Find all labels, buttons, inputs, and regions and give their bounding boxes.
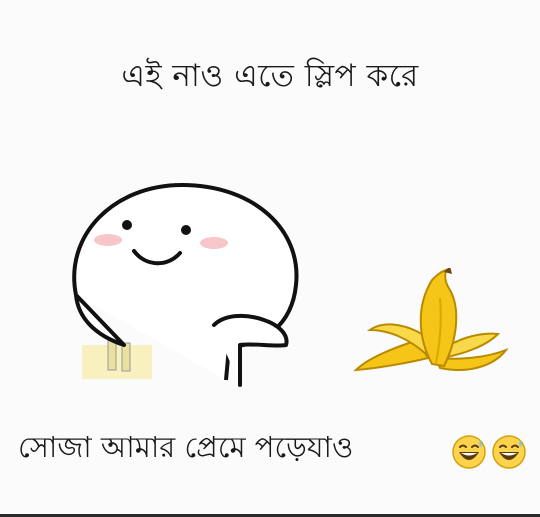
bottom-caption: সোজা আমার প্রেমে পড়েযাও — [18, 430, 354, 464]
pointing-character — [64, 175, 304, 390]
right-eye — [181, 225, 191, 235]
grinning-sweat-emoji-icon — [451, 434, 487, 470]
right-blush — [200, 237, 228, 249]
top-caption: এই নাও এতে স্লিপ করে — [121, 58, 419, 94]
left-blush — [94, 234, 122, 246]
left-eye — [122, 220, 132, 230]
emoji-row — [451, 434, 527, 470]
banana-peel-icon — [348, 268, 508, 388]
bottles-icon — [82, 340, 152, 379]
grinning-sweat-emoji-icon — [491, 434, 527, 470]
